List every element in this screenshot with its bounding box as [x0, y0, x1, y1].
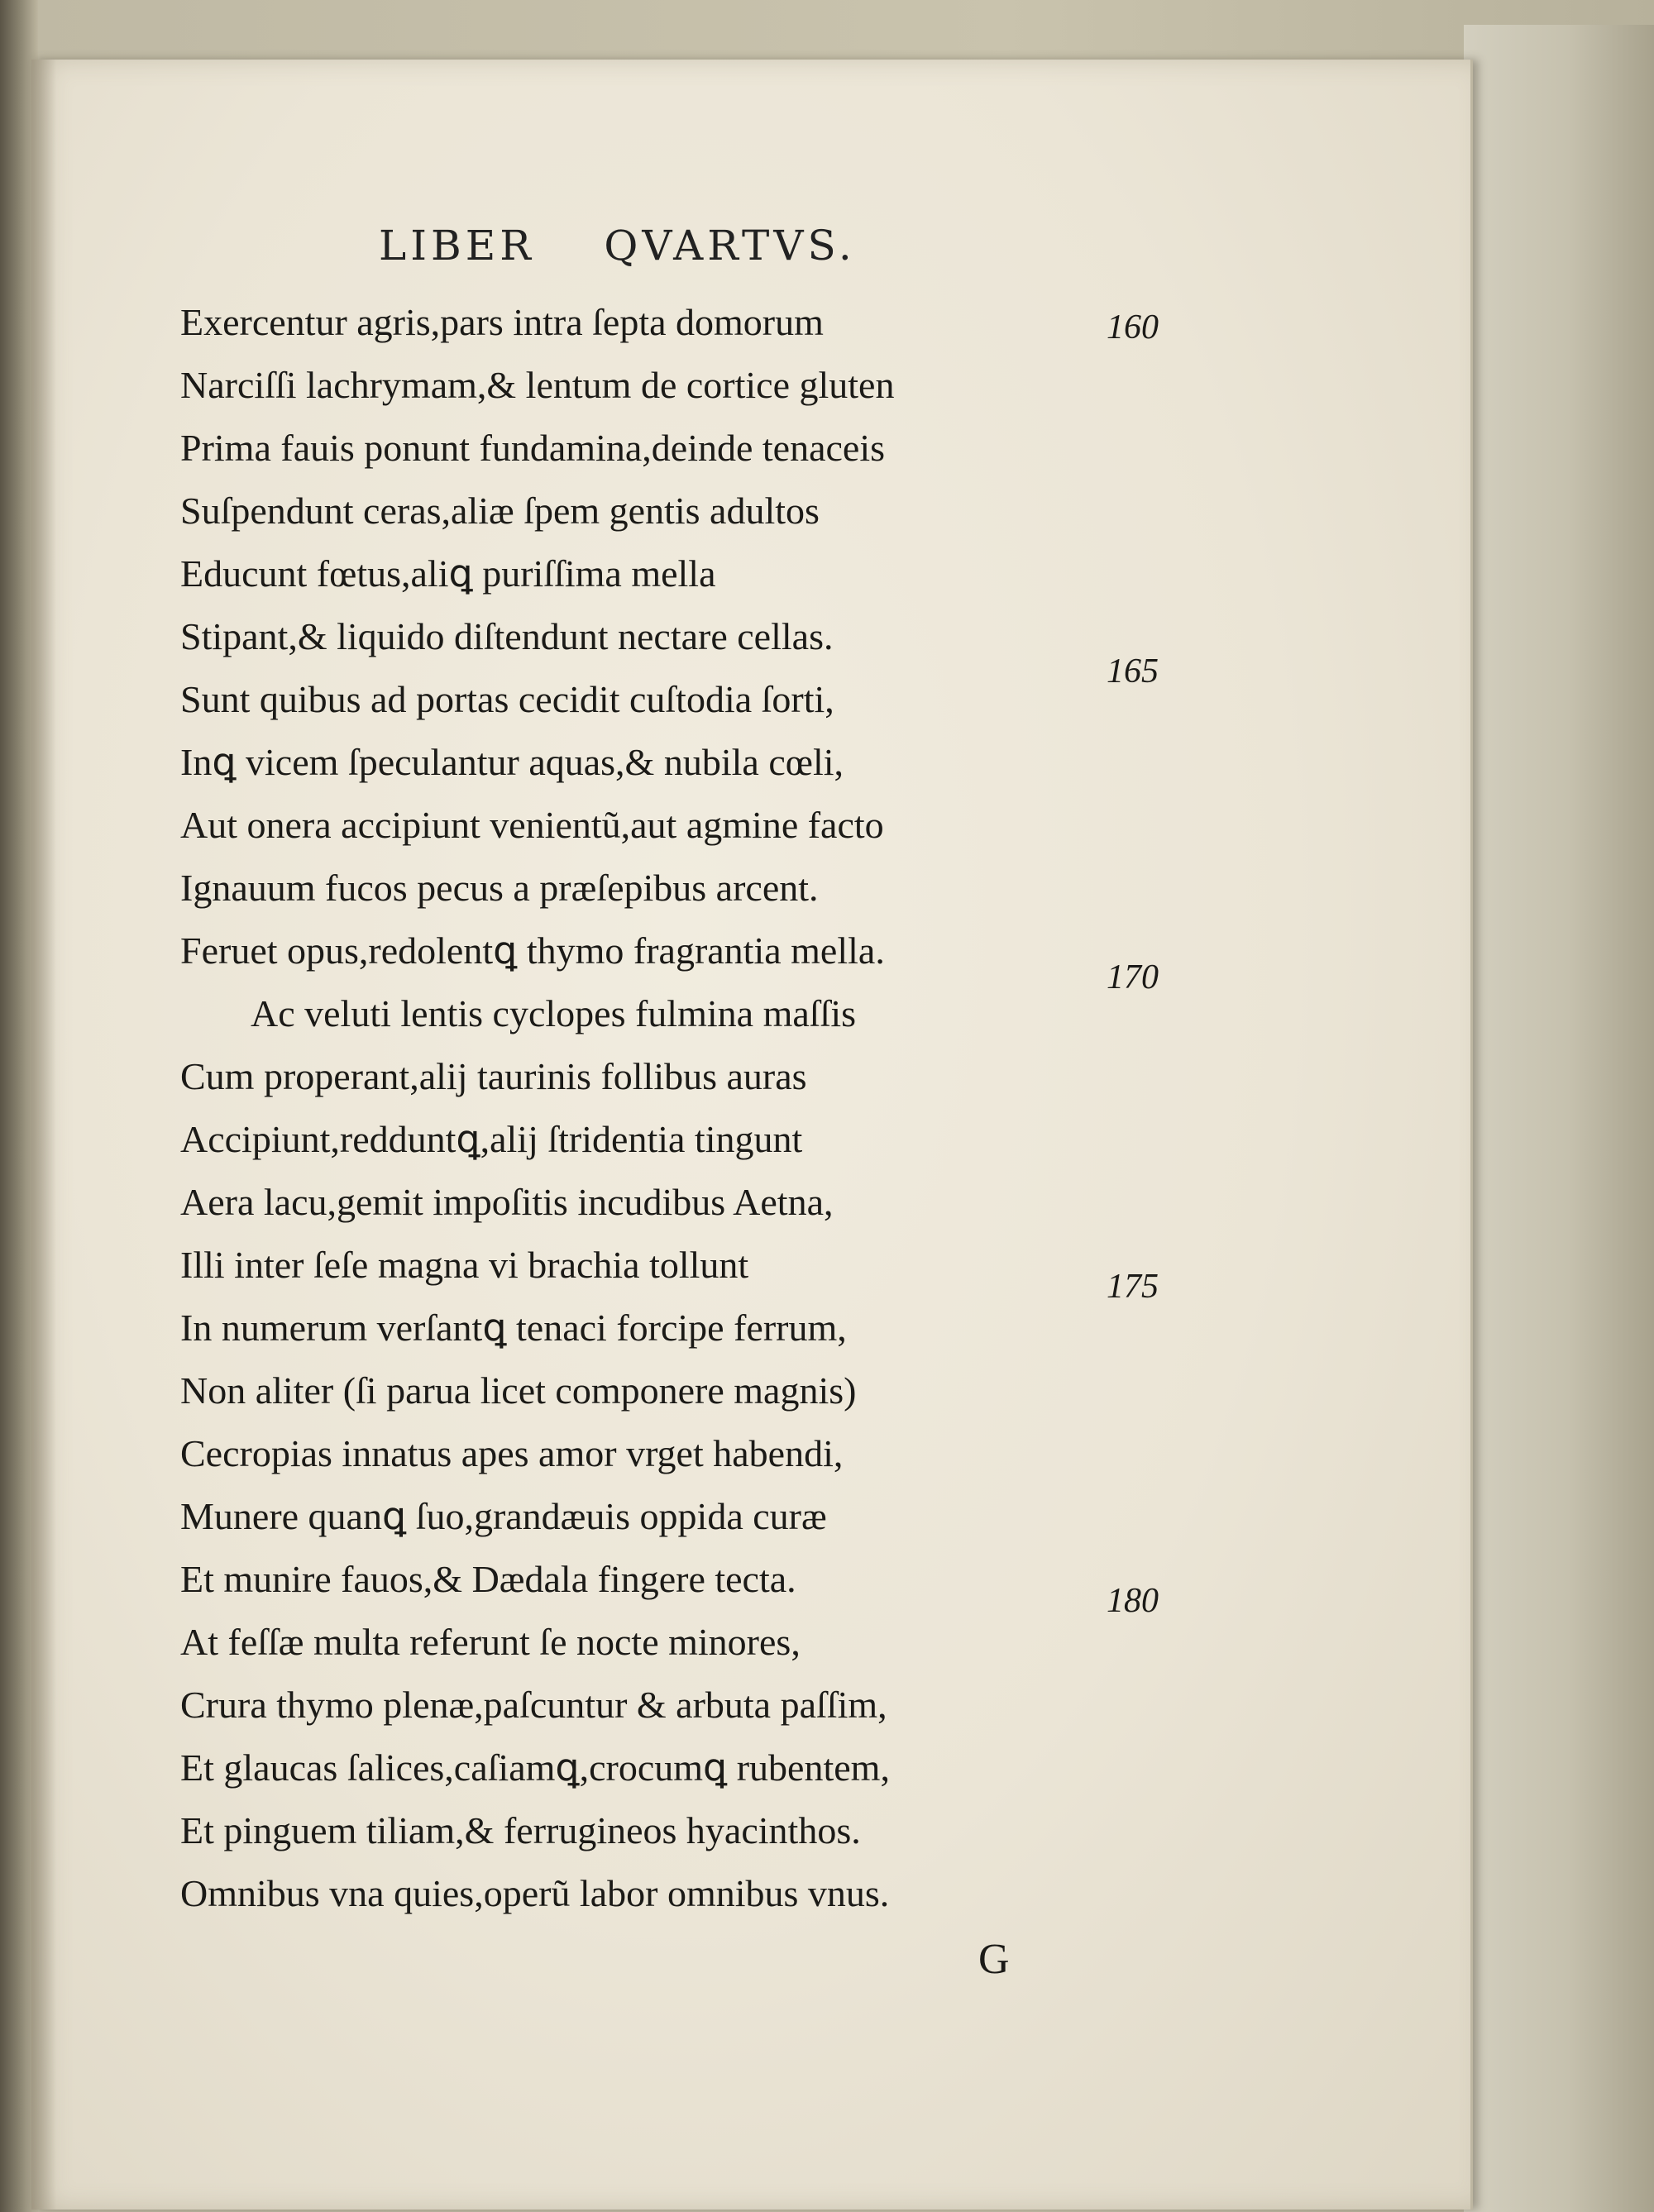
line-number: 170 [1107, 958, 1159, 996]
page-gutter-shadow [31, 60, 56, 2210]
verse-line: Et glaucas ſalices,caſiamꝗ,crocumꝗ rubentem, [180, 1746, 890, 1789]
verse-line: Cum properant,alij taurinis follibus auras [180, 1055, 807, 1097]
verse-line: Et pinguem tiliam,& ferrugineos hyacinthos. [180, 1809, 861, 1851]
verse-line: In numerum verſantꝗ tenaci forcipe ferrum, [180, 1307, 847, 1349]
line-number: 175 [1107, 1268, 1159, 1306]
verse-line: Munere quanꝗ ſuo,grandæuis oppida curæ [180, 1495, 827, 1537]
verse-line: Suſpendunt ceras,aliæ ſpem gentis adultos [180, 490, 820, 532]
verse-line: Aera lacu,gemit impoſitis incudibus Aetna, [180, 1181, 834, 1223]
verse-line: Educunt fœtus,aliꝗ puriſſima mella [180, 552, 716, 595]
line-number: 165 [1107, 652, 1159, 690]
verse-line: Non aliter (ſi parua licet componere magnis) [180, 1369, 857, 1412]
verse-line: Accipiunt,redduntꝗ,alij ſtridentia tingunt [180, 1118, 803, 1160]
verse-line: Feruet opus,redolentꝗ thymo fragrantia mella. [180, 929, 885, 972]
facing-page-edge [1464, 25, 1654, 2212]
verse-line: Inꝗ vicem ſpeculantur aquas,& nubila cœli, [180, 741, 844, 783]
verse-line: Et munire fauos,& Dædala fingere tecta. [180, 1558, 796, 1600]
verse-line: Omnibus vna quies,operũ labor omnibus vnus. [180, 1872, 890, 1914]
verse-line: Narciſſi lachrymam,& lentum de cortice gluten [180, 364, 895, 406]
line-number: 180 [1107, 1582, 1159, 1620]
verse-line: Sunt quibus ad portas cecidit cuſtodia ſorti, [180, 678, 834, 720]
verse-line: Ignauum fucos pecus a præſepibus arcent. [180, 867, 819, 909]
line-number: 160 [1107, 308, 1159, 346]
signature-mark: G [978, 1936, 1010, 1983]
verse-line: Cecropias innatus apes amor vrget habendi, [180, 1432, 844, 1474]
verse-line: Exercentur agris,pars intra ſepta domorum [180, 301, 824, 343]
verse-line: Crura thymo plenæ,paſcuntur & arbuta paſſim, [180, 1684, 887, 1726]
verse-line: Prima fauis ponunt fundamina,deinde tenaceis [180, 427, 886, 469]
verse-line: Stipant,& liquido diſtendunt nectare cellas. [180, 615, 834, 657]
verse-line: At feſſæ multa referunt ſe nocte minores, [180, 1621, 801, 1663]
running-head: LIBER QVARTVS. [379, 222, 856, 270]
verse-line: Aut onera accipiunt venientũ,aut agmine facto [180, 804, 884, 846]
printed-page [31, 60, 1473, 2210]
verse-line: Ac veluti lentis cyclopes fulmina maſſis [251, 992, 857, 1034]
verse-line: Illi inter ſeſe magna vi brachia tollunt [180, 1244, 749, 1286]
